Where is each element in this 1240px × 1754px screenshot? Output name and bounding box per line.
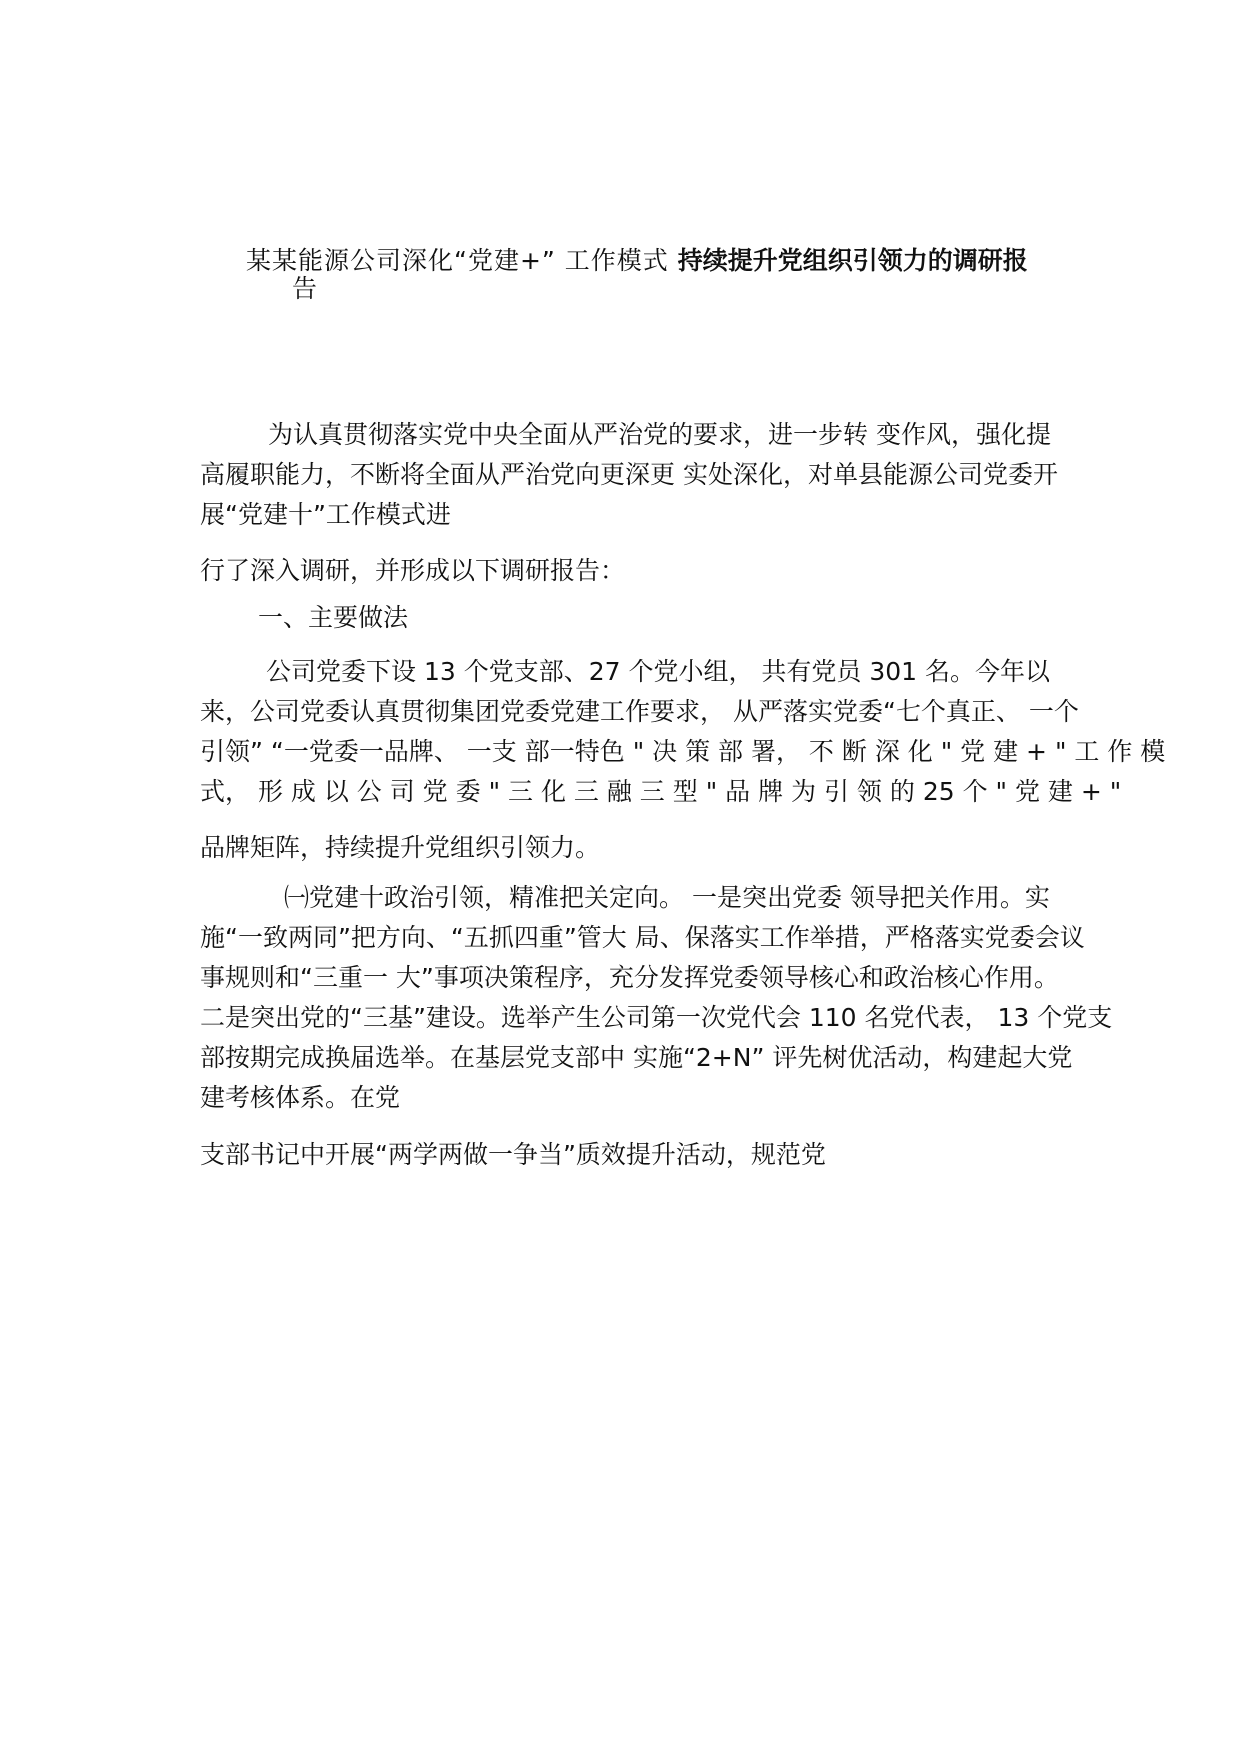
body-line-12: 施“一致两同”把方向、“五抓四重”管大 局、保落实工作举措，严格落实党委会议	[200, 923, 1085, 952]
body-line-11: ㈠党建十政治引领，精准把关定向。 一是突出党委 领导把关作用。实	[284, 883, 1050, 912]
body-line-6: 公司党委下设 13 个党支部、27 个党小组， 共有党员 301 名。今年以	[266, 657, 1051, 686]
body-line-4: 行了深入调研，并形成以下调研报告：	[200, 556, 626, 585]
document-title	[246, 246, 1028, 276]
body-line-1: 为认真贯彻落实党中央全面从严治党的要求，进一步转 变作风，强化提	[268, 420, 1051, 449]
title-part-3: 告	[292, 274, 318, 303]
body-line-2: 高履职能力，不断将全面从严治党向更深更 实处深化，对单县能源公司党委开	[200, 460, 1058, 489]
body-line-14: 二是突出党的“三基”建设。选举产生公司第一次党代会 110 名党代表， 13 个党支	[200, 1003, 1113, 1032]
body-line-13: 事规则和“三重一 大”事项决策程序，充分发挥党委领导核心和政治核心作用。	[200, 963, 1059, 992]
body-line-16: 建考核体系。在党	[200, 1083, 401, 1112]
body-line-10: 品牌矩阵，持续提升党组织引领力。	[200, 833, 601, 862]
body-line-15: 部按期完成换届选举。在基层党支部中 实施“2+N” 评先树优活动，构建起大党	[200, 1043, 1073, 1072]
section-heading: 一、主要做法	[258, 603, 409, 632]
title-part-2: 持续提升党组织引领力的调研报	[677, 246, 1028, 275]
title-part-1: 某某能源公司深化“党建+” 工作模式	[246, 246, 678, 275]
body-line-17: 支部书记中开展“两学两做一争当”质效提升活动，规范党	[200, 1140, 826, 1169]
body-line-7: 来，公司党委认真贯彻集团党委党建工作要求， 从严落实党委“七个真正、 一个	[200, 697, 1079, 726]
body-line-8: 引领” “一党委一品牌、 一支 部一特色 " 决 策 部 署， 不 断 深 化 " 党 建 + " 工 作 模	[200, 737, 1166, 766]
body-line-9: 式， 形 成 以 公 司 党 委 " 三 化 三 融 三 型 " 品 牌 为 引 领 的 25 个 " 党 建 + "	[200, 777, 1122, 806]
body-line-3: 展“党建十”工作模式进	[200, 500, 451, 529]
